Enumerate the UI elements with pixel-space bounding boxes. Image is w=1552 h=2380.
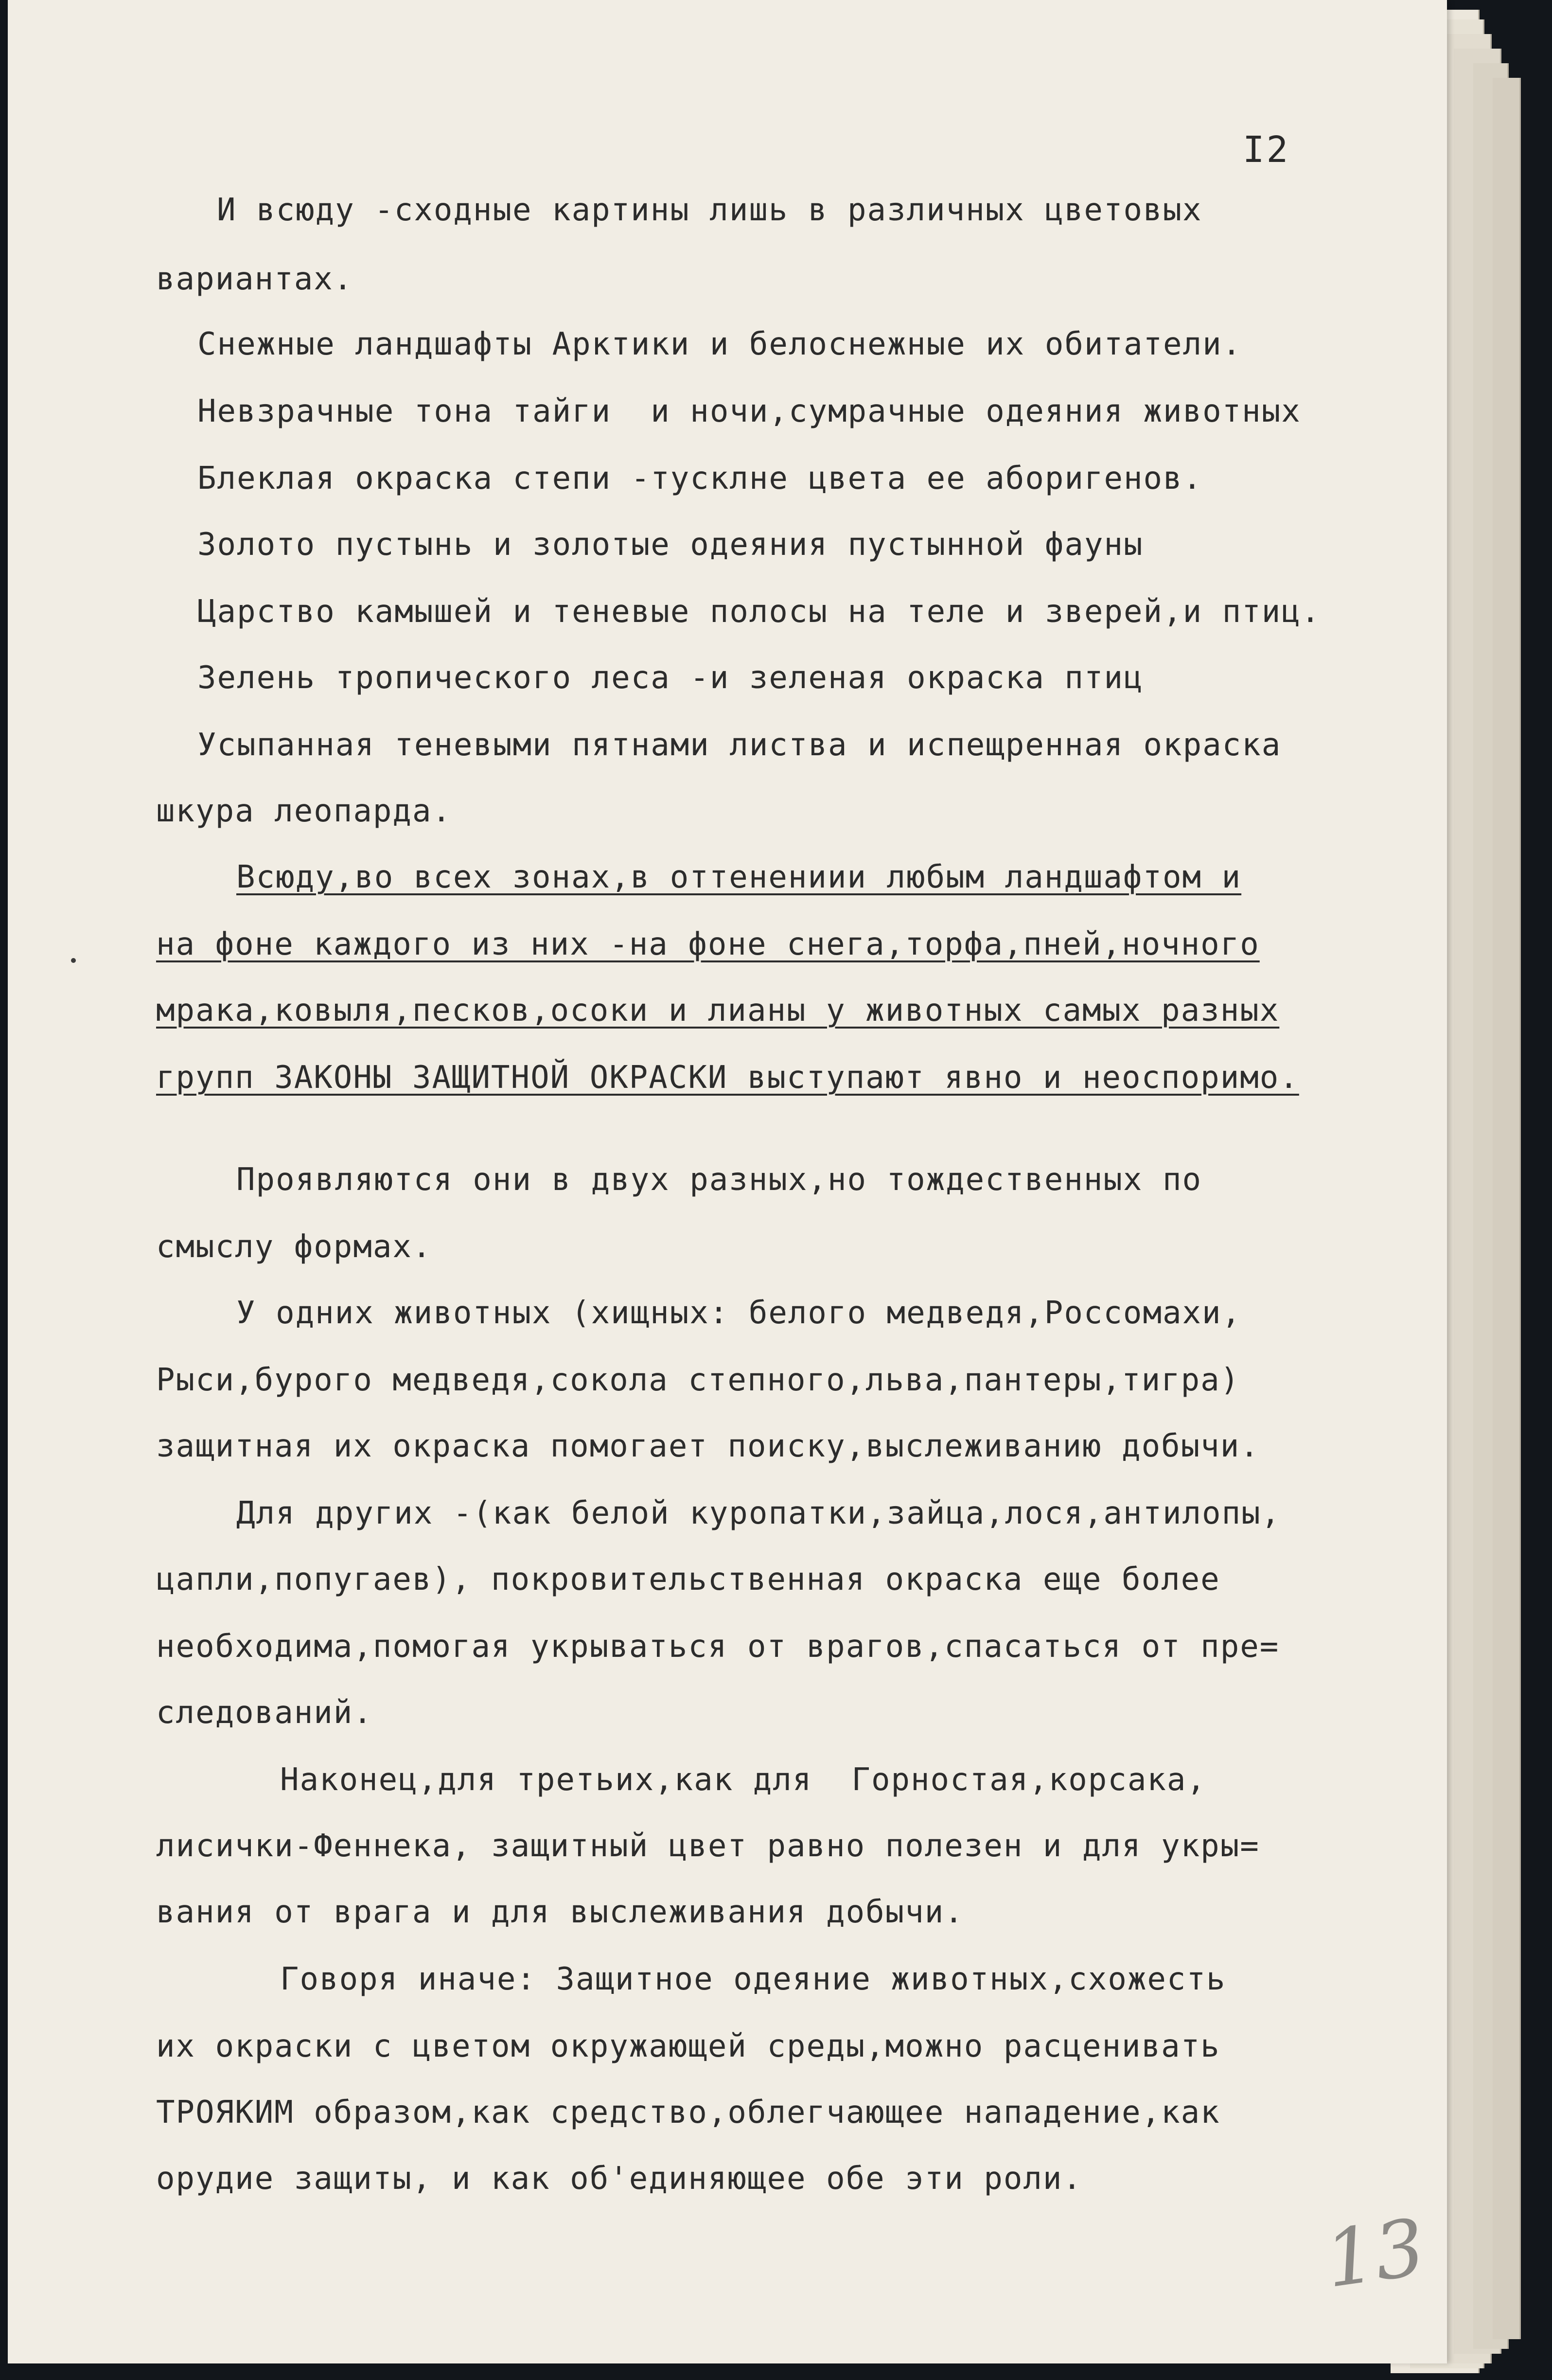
text-line: Говоря иначе: Защитное одеяние животных,схожесть (280, 1961, 1226, 1997)
text-line: орудие защиты, и как об'единяющее обе эти роли. (156, 2161, 1082, 2197)
page-number: I2 (1243, 129, 1290, 171)
text-line: вания от врага и для выслеживания добычи. (156, 1894, 964, 1930)
text-line: лисички-Феннека, защитный цвет равно полезен и для укры= (156, 1828, 1260, 1864)
underlined-text-line: групп ЗАКОНЫ ЗАЩИТНОЙ ОКРАСКИ выступают явно и неоспоримо. (156, 1060, 1299, 1096)
underlined-text-line: на фоне каждого из них -на фоне снега,торфа,пней,ночного (156, 926, 1260, 962)
text-line: вариантах. (156, 261, 353, 297)
text-line: И всюду -сходные картины лишь в различных цветовых (217, 192, 1202, 228)
text-line: Рыси,бурого медведя,сокола степного,льва,пантеры,тигра) (156, 1362, 1240, 1398)
text-line: Царство камышей и теневые полосы на теле и зверей,и птиц. (197, 594, 1321, 630)
text-line: смыслу формах. (156, 1229, 432, 1265)
underlined-text-line: Всюду,во всех зонах,в оттенениии любым ландшафтом и (236, 859, 1242, 895)
text-line: цапли,попугаев), покровительственная окраска еще более (156, 1562, 1220, 1598)
text-line: У одних животных (хищных: белого медведя,Россомахи, (236, 1295, 1242, 1331)
typewritten-page (8, 0, 1447, 2363)
text-line: Для других -(как белой куропатки,зайца,лося,антилопы, (236, 1495, 1281, 1531)
text-line: Наконец,для третьих,как для Горностая,корсака, (280, 1762, 1206, 1798)
text-line: Снежные ландшафты Арктики и белоснежные их обитатели. (197, 326, 1242, 362)
text-line: Зелень тропического леса -и зеленая окраска птиц (197, 660, 1144, 696)
text-line: Усыпанная теневыми пятнами листва и испещренная окраска (197, 727, 1282, 763)
underlined-text-line: мрака,ковыля,песков,осоки и лианы у животных самых разных (156, 993, 1280, 1029)
text-line: Золото пустынь и золотые одеяния пустынной фауны (197, 527, 1144, 563)
text-line: Проявляются они в двух разных,но тождественных по (236, 1162, 1202, 1198)
text-line: их окраски с цветом окружающей среды,можно расценивать (156, 2028, 1220, 2064)
stacked-page-edge (1493, 78, 1521, 2339)
text-line: защитная их окраска помогает поиску,выслеживанию добычи. (156, 1428, 1260, 1464)
handwritten-folio-number: 13 (1319, 2201, 1430, 2306)
text-line: следований. (156, 1695, 373, 1731)
text-line: Блеклая окраска степи -тусклне цвета ее аборигенов. (197, 461, 1203, 497)
text-line: необходима,помогая укрываться от врагов,спасаться от пре= (156, 1629, 1280, 1665)
text-line: ТРОЯКИМ образом,как средство,облегчающее нападение,как (156, 2095, 1220, 2131)
text-line: Невзрачные тона тайги и ночи,сумрачные одеяния животных (197, 393, 1301, 429)
ink-dot (71, 958, 76, 963)
text-line: шкура леопарда. (156, 793, 452, 829)
